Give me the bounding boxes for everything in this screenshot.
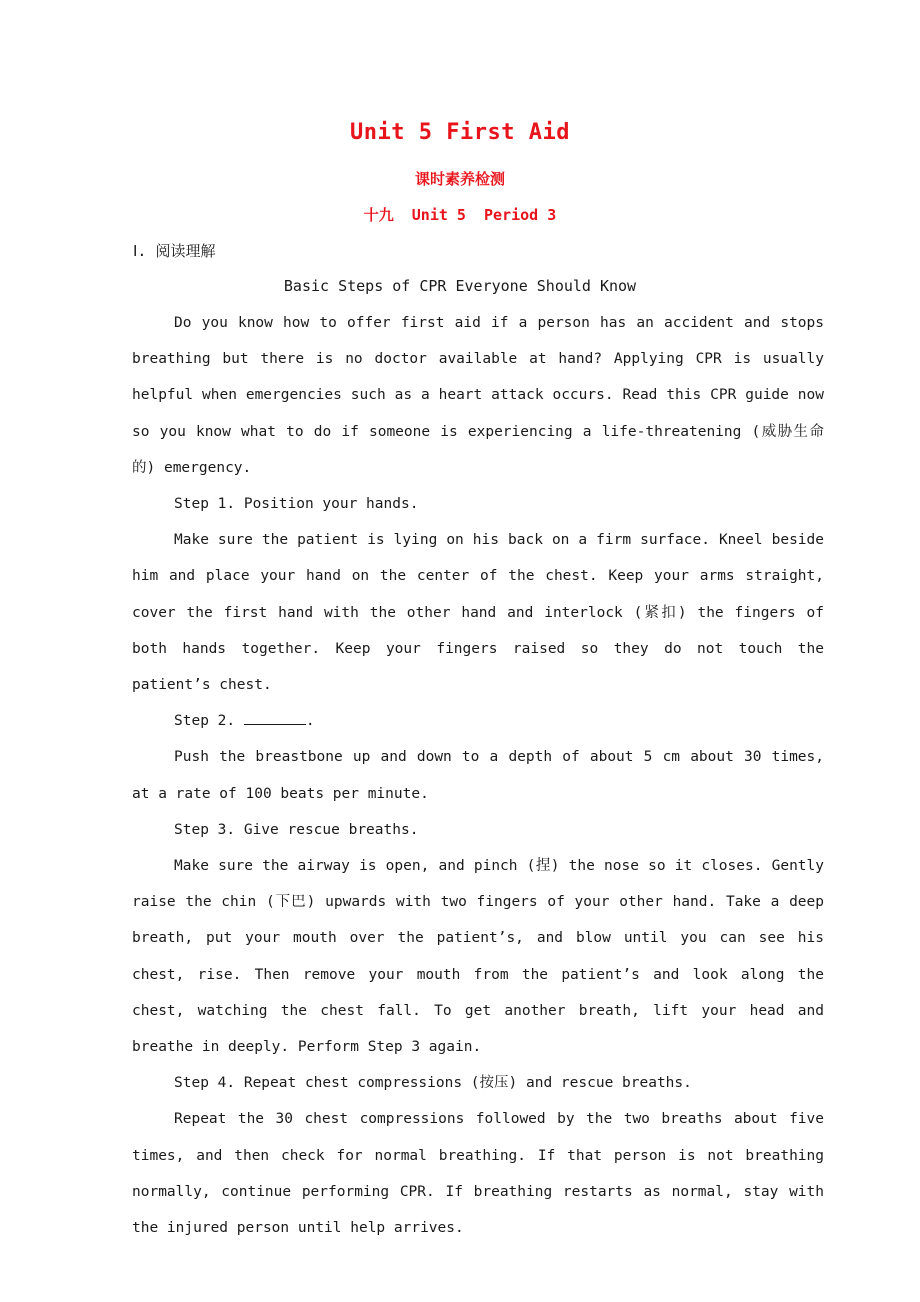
step-3-title: Step 3. Give rescue breaths. <box>174 821 419 838</box>
step-2-suffix: . <box>305 713 315 730</box>
section-heading: Ⅰ. 阅读理解 <box>133 242 216 260</box>
step-4-title: Step 4. Repeat chest compressions (按压) and rescue breaths. <box>174 1075 692 1092</box>
article-title: Basic Steps of CPR Everyone Should Know <box>283 277 637 295</box>
lesson-subtitle: 课时素养检测 <box>414 170 505 188</box>
step-1-title: Step 1. Position your hands. <box>174 496 419 513</box>
intro-paragraph: Do you know how to offer first aid if a person has an accident and stops breathing but there is no doctor available at hand? Applying CPR is usually helpful when emergencies such as a heart attack occurs. Read this CPR guide now so you know what to do if someone is experiencing a life-threatening (威胁生命的) emergency. <box>132 315 824 476</box>
step-2-title <box>132 703 824 739</box>
article-body <box>132 305 824 1246</box>
step-2-prefix: Step 2. <box>174 713 244 730</box>
step-4-paragraph: Repeat the 30 chest compressions followed by the two breaths about five times, and then check for normal breathing. If that person is not breathing normally, continue performing CPR. If breathing restarts as normal, stay with the injured person until help arrives. <box>132 1111 824 1237</box>
step-3-paragraph: Make sure the airway is open, and pinch (捏) the nose so it closes. Gently raise the chin (下巴) upwards with two fingers of your other hand. Take a deep breath, put your mouth over the patient’s, and blow until you can see his chest, rise. Then remove your mouth from the patient’s and look along the chest, watching the chest fall. To get another breath, lift your head and breathe in deeply. Perform Step 3 again. <box>132 858 824 1056</box>
answer-blank <box>244 724 306 725</box>
unit-title: Unit 5 First Aid <box>350 120 570 145</box>
step-2-paragraph: Push the breastbone up and down to a depth of about 5 cm about 30 times, at a rate of 100 beats per minute. <box>132 749 824 802</box>
step-1-paragraph: Make sure the patient is lying on his back on a firm surface. Kneel beside him and place your hand on the center of the chest. Keep your arms straight, cover the first hand with the other hand and interlock (紧扣) the fingers of both hands together. Keep your fingers raised so they do not touch the patient’s chest. <box>132 532 824 694</box>
period-label: 十九 Unit 5 Period 3 <box>363 206 557 224</box>
